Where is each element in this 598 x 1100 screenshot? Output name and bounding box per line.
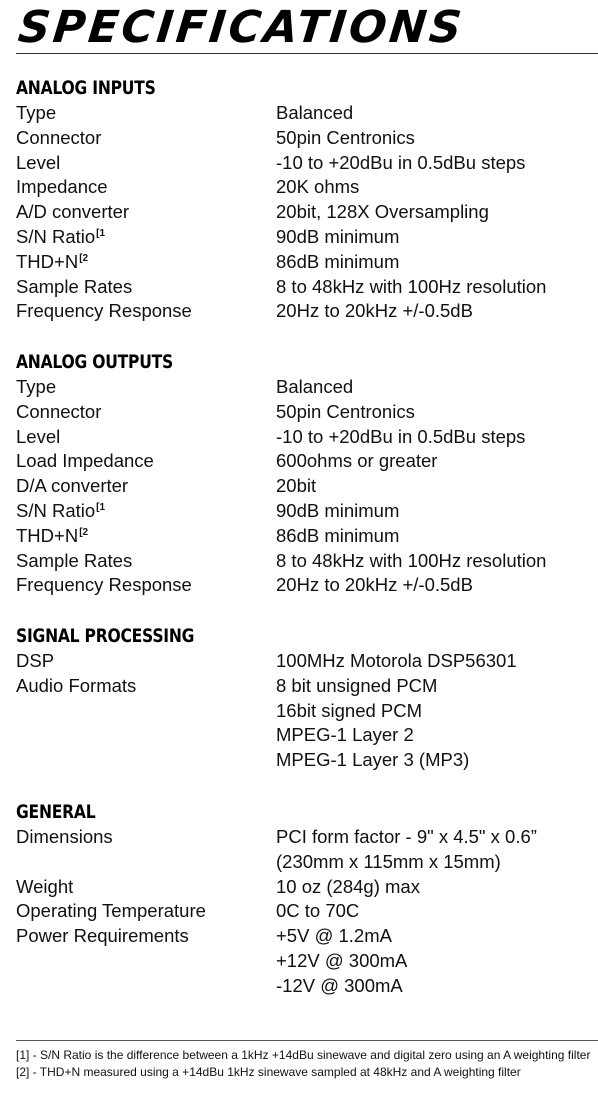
footnote-marker: [1	[96, 227, 106, 239]
spec-row-operating-temperature	[16, 899, 591, 924]
spec-value	[276, 875, 591, 900]
spec-label	[16, 899, 276, 924]
footnote-2: [2] - THD+N measured using a +14dBu 1kHz sinewave sampled at 48kHz and A weighting filter	[16, 1065, 521, 1079]
spec-row-level	[16, 151, 591, 176]
spec-label	[16, 101, 276, 126]
section-general	[16, 800, 591, 999]
section-heading: ANALOG OUTPUTS	[16, 351, 173, 373]
spec-label-text: Power Requirements	[16, 925, 189, 947]
spec-row-type	[16, 375, 591, 400]
spec-value	[276, 275, 591, 300]
spec-label	[16, 573, 276, 598]
footnote-marker: [2	[79, 526, 89, 538]
spec-value-line: 20Hz to 20kHz +/-0.5dB	[276, 300, 473, 322]
spec-value-line: 16bit signed PCM	[276, 699, 423, 721]
spec-value-line: 20K ohms	[276, 176, 360, 198]
spec-label-text: THD+N	[16, 250, 79, 272]
page-title: SPECIFICATIONS	[15, 2, 467, 53]
spec-label-text: Level	[16, 425, 61, 447]
spec-row-dsp	[16, 649, 591, 674]
spec-value	[276, 299, 591, 324]
spec-row-type	[16, 101, 591, 126]
footnotes	[16, 1047, 594, 1081]
spec-value-line: 20bit, 128X Oversampling	[276, 201, 489, 223]
spec-value	[276, 126, 591, 151]
spec-value-line: 20Hz to 20kHz +/-0.5dB	[276, 574, 473, 596]
spec-value-line: 0C to 70C	[276, 900, 360, 922]
spec-label-text: Dimensions	[16, 826, 113, 847]
spec-row-power-requirements	[16, 924, 591, 998]
spec-label-text: Weight	[16, 875, 74, 897]
spec-value	[276, 549, 591, 574]
section-signal-processing	[16, 624, 591, 773]
spec-label	[16, 674, 276, 773]
spec-row-s-n-ratio	[16, 225, 591, 250]
spec-value-line: Balanced	[276, 102, 354, 123]
spec-label	[16, 875, 276, 900]
spec-label	[16, 474, 276, 499]
section-heading: ANALOG INPUTS	[16, 77, 156, 99]
spec-value	[276, 499, 591, 524]
footnote-divider	[16, 1040, 598, 1041]
footnote-marker: [2	[79, 252, 89, 264]
spec-label	[16, 175, 276, 200]
spec-label-text: Sample Rates	[16, 275, 133, 297]
spec-row-load-impedance	[16, 449, 591, 474]
spec-value-line: 50pin Centronics	[276, 126, 415, 148]
spec-label	[16, 499, 276, 524]
spec-row-audio-formats	[16, 674, 591, 773]
spec-label-text: DSP	[16, 650, 55, 671]
spec-value	[276, 573, 591, 598]
section-heading: GENERAL	[16, 801, 96, 823]
spec-value-line: 50pin Centronics	[276, 400, 415, 422]
spec-value-line: 86dB minimum	[276, 250, 400, 272]
spec-label-text: Connector	[16, 126, 102, 148]
spec-label	[16, 400, 276, 425]
spec-value-line: 8 to 48kHz with 100Hz resolution	[276, 549, 547, 571]
footnote-1: [1] - S/N Ratio is the difference between a 1kHz +14dBu sinewave and digital zero using an A weighting filter	[16, 1048, 591, 1062]
spec-label-text: Type	[16, 102, 57, 123]
spec-row-dimensions	[16, 825, 591, 875]
spec-label-text: Frequency Response	[16, 300, 192, 322]
spec-value-line: -12V @ 300mA	[276, 974, 403, 996]
spec-value-line: MPEG-1 Layer 3 (MP3)	[276, 749, 470, 771]
spec-label-text: D/A converter	[16, 475, 129, 497]
title-divider	[16, 53, 598, 54]
spec-value	[276, 474, 591, 499]
spec-row-weight	[16, 875, 591, 900]
spec-label	[16, 924, 276, 998]
spec-label-text: Operating Temperature	[16, 900, 206, 922]
spec-label	[16, 375, 276, 400]
spec-label	[16, 524, 276, 549]
spec-value-line: 86dB minimum	[276, 524, 400, 546]
spec-value-line: 90dB minimum	[276, 499, 400, 521]
spec-value	[276, 524, 591, 549]
spec-label	[16, 225, 276, 250]
spec-value	[276, 101, 591, 126]
spec-value-line: 20bit	[276, 475, 317, 497]
spec-label-text: Connector	[16, 400, 102, 422]
spec-row-a-d-converter	[16, 200, 591, 225]
spec-value-line: PCI form factor - 9" x 4.5" x 0.6”	[276, 826, 537, 847]
footnote-marker: [1	[96, 501, 106, 513]
spec-value-line: 600ohms or greater	[276, 450, 438, 472]
spec-value	[276, 250, 591, 275]
spec-row-d-a-converter	[16, 474, 591, 499]
spec-label-text: Audio Formats	[16, 674, 137, 696]
spec-label	[16, 649, 276, 674]
spec-label-text: Type	[16, 376, 57, 397]
spec-value	[276, 151, 591, 176]
spec-value-line: 10 oz (284g) max	[276, 875, 420, 897]
spec-value	[276, 449, 591, 474]
spec-row-sample-rates	[16, 275, 591, 300]
spec-label	[16, 200, 276, 225]
spec-value	[276, 375, 591, 400]
spec-value-line: -10 to +20dBu in 0.5dBu steps	[276, 151, 526, 173]
spec-value	[276, 425, 591, 450]
spec-value	[276, 899, 591, 924]
spec-label	[16, 151, 276, 176]
spec-value	[276, 825, 591, 875]
spec-label	[16, 449, 276, 474]
spec-label	[16, 299, 276, 324]
spec-row-frequency-response	[16, 573, 591, 598]
spec-label-text: S/N Ratio	[16, 225, 96, 247]
spec-value-line: 100MHz Motorola DSP56301	[276, 650, 517, 671]
spec-label	[16, 425, 276, 450]
spec-label	[16, 275, 276, 300]
spec-row-thd-n	[16, 250, 591, 275]
spec-row-level	[16, 425, 591, 450]
spec-value	[276, 225, 591, 250]
spec-row-connector	[16, 400, 591, 425]
spec-value	[276, 674, 591, 773]
spec-label	[16, 549, 276, 574]
spec-label-text: Level	[16, 151, 61, 173]
spec-value-line: Balanced	[276, 376, 354, 397]
spec-label	[16, 250, 276, 275]
spec-label-text: THD+N	[16, 524, 79, 546]
spec-row-sample-rates	[16, 549, 591, 574]
spec-label	[16, 825, 276, 875]
spec-value-line: MPEG-1 Layer 2	[276, 724, 414, 746]
spec-row-s-n-ratio	[16, 499, 591, 524]
spec-label-text: A/D converter	[16, 201, 130, 223]
spec-value-line: 8 bit unsigned PCM	[276, 674, 438, 696]
spec-label-text: S/N Ratio	[16, 499, 96, 521]
spec-value	[276, 175, 591, 200]
section-analog-inputs	[16, 76, 591, 324]
spec-label-text: Frequency Response	[16, 574, 192, 596]
section-analog-outputs	[16, 350, 591, 598]
spec-value-line: +12V @ 300mA	[276, 949, 408, 971]
spec-value-line: (230mm x 115mm x 15mm)	[276, 850, 501, 872]
spec-value	[276, 649, 591, 674]
spec-value-line: +5V @ 1.2mA	[276, 925, 392, 947]
section-heading: SIGNAL PROCESSING	[16, 625, 195, 647]
spec-label	[16, 126, 276, 151]
spec-value	[276, 400, 591, 425]
spec-value	[276, 924, 591, 998]
spec-label-text: Sample Rates	[16, 549, 133, 571]
spec-row-frequency-response	[16, 299, 591, 324]
spec-label-text: Load Impedance	[16, 450, 154, 472]
spec-row-impedance	[16, 175, 591, 200]
spec-row-connector	[16, 126, 591, 151]
spec-value	[276, 200, 591, 225]
spec-label-text: Impedance	[16, 176, 108, 198]
spec-value-line: 90dB minimum	[276, 225, 400, 247]
spec-row-thd-n	[16, 524, 591, 549]
spec-value-line: -10 to +20dBu in 0.5dBu steps	[276, 425, 526, 447]
spec-value-line: 8 to 48kHz with 100Hz resolution	[276, 275, 547, 297]
